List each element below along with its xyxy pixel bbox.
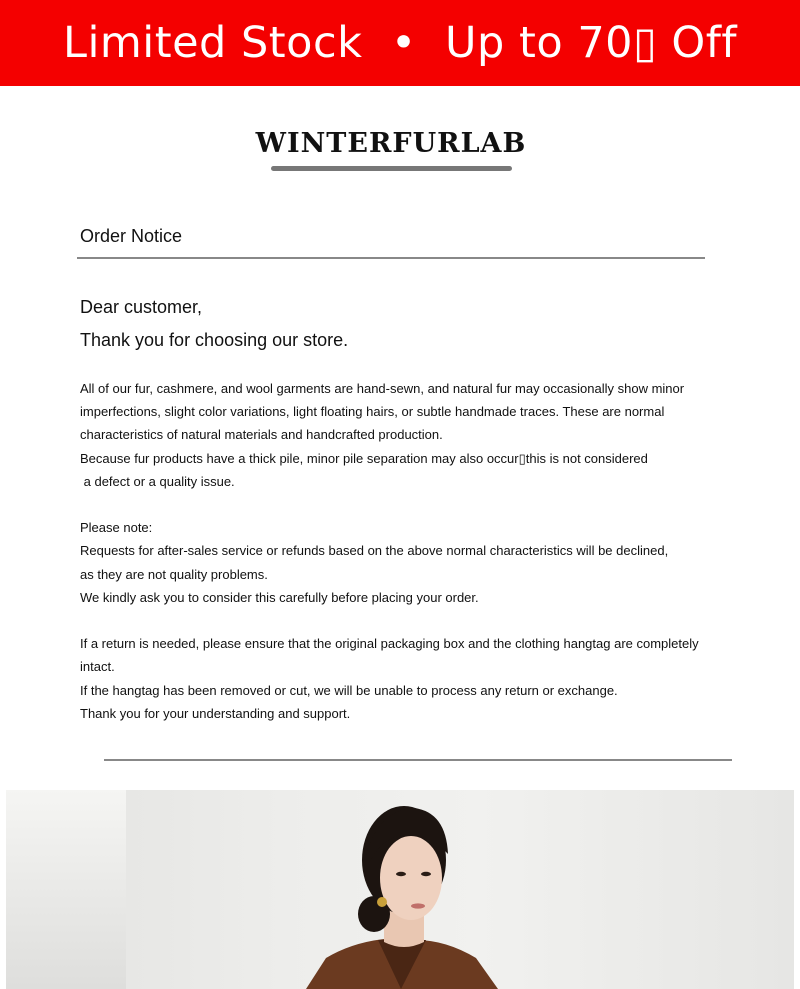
body-line: Requests for after-sales service or refunds based on the above normal characteristics will be declined, xyxy=(80,543,669,559)
notice-title: Order Notice xyxy=(80,226,183,246)
greeting-line: Thank you for choosing our store. xyxy=(80,330,349,350)
product-photo xyxy=(6,790,794,989)
paragraph-gap xyxy=(80,609,740,632)
body-line: If a return is needed, please ensure that the original packaging box and the clothing hangtag are completely xyxy=(80,636,699,652)
body-line: We kindly ask you to consider this carefully before placing your order. xyxy=(80,589,479,605)
body-line: a defect or a quality issue. xyxy=(80,473,235,489)
notice-body xyxy=(80,377,740,725)
brand-logo: WINTERFURLAB xyxy=(255,128,527,159)
body-line: Because fur products have a thick pile, minor pile separation may also occur▯this is not considered xyxy=(80,450,648,466)
divider xyxy=(104,759,732,761)
body-line: Thank you for your understanding and support. xyxy=(80,705,351,721)
greeting xyxy=(80,291,348,357)
body-line: If the hangtag has been removed or cut, we will be unable to process any return or exchange. xyxy=(80,682,618,698)
body-line: intact. xyxy=(80,659,115,675)
model-illustration xyxy=(6,790,794,989)
body-line: as they are not quality problems. xyxy=(80,566,268,582)
body-line: imperfections, slight color variations, light floating hairs, or subtle handmade traces. These are normal xyxy=(80,404,665,420)
logo-underline xyxy=(271,166,512,171)
greeting-line: Dear customer, xyxy=(80,297,203,317)
promo-banner: Limited Stock • Up to 70▯ Off xyxy=(0,0,800,86)
body-line: All of our fur, cashmere, and wool garments are hand-sewn, and natural fur may occasionally show minor xyxy=(80,381,685,396)
paragraph-gap xyxy=(80,493,740,516)
divider xyxy=(77,257,705,259)
body-line: characteristics of natural materials and handcrafted production. xyxy=(80,427,443,443)
body-line: Please note: xyxy=(80,520,153,536)
